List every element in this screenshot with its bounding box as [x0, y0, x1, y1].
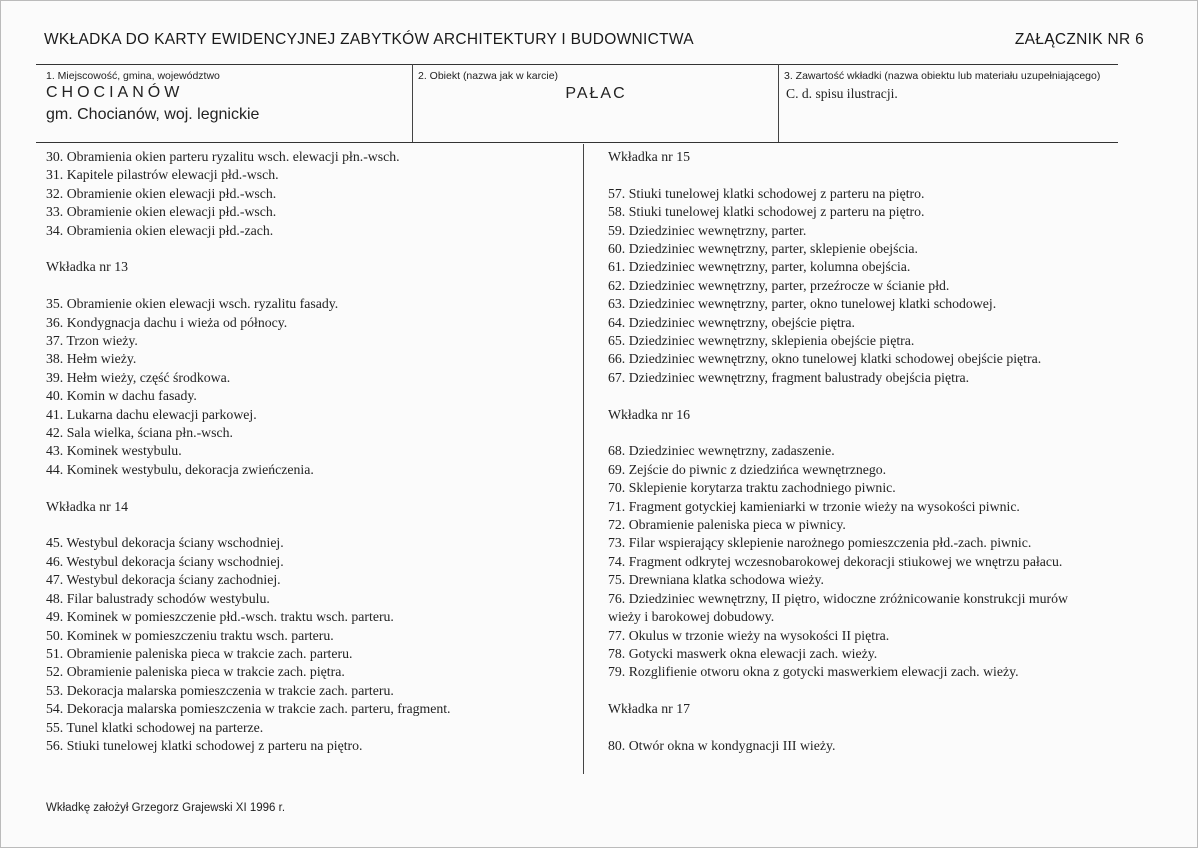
list-item: 66. Dziedziniec wewnętrzny, okno tunelowej klatki schodowej obejście piętra.	[608, 351, 1042, 367]
list-item: 49. Kominek w pomieszczenie płd.-wsch. traktu wsch. parteru.	[46, 609, 394, 625]
illustration-list-right	[608, 148, 1068, 755]
list-spacer	[608, 387, 1068, 405]
annex-number: ZAŁĄCZNIK NR 6	[1014, 31, 1144, 48]
footer-note: Wkładkę założył Grzegorz Grajewski XI 1996 r.	[46, 802, 286, 814]
location-name: CHOCIANÓW	[46, 84, 184, 101]
list-item: 62. Dziedziniec wewnętrzny, parter, przeźrocze w ścianie płd.	[608, 277, 950, 293]
list-item: 73. Filar wspierający sklepienie narożnego pomieszczenia płd.-zach. piwnic.	[608, 535, 1032, 551]
list-item: 38. Hełm wieży.	[46, 351, 137, 367]
insert-heading: Wkładka nr 17	[608, 701, 690, 717]
list-item: 30. Obramienia okien parteru ryzalitu wsch. elewacji płn.-wsch.	[46, 149, 400, 164]
list-item: 51. Obramienie paleniska pieca w trakcie zach. parteru.	[46, 645, 353, 661]
object-name: PAŁAC	[565, 85, 627, 102]
insert-heading: Wkładka nr 15	[608, 149, 690, 164]
list-item: 48. Filar balustrady schodów westybulu.	[46, 590, 270, 606]
list-item: 72. Obramienie paleniska pieca w piwnicy.	[608, 517, 846, 533]
list-item: 74. Fragment odkrytej wczesnobarokowej dekoracji stiukowej we wnętrzu pałacu.	[608, 553, 1063, 569]
list-spacer	[46, 240, 451, 258]
list-item: 52. Obramienie paleniska pieca w trakcie zach. piętra.	[46, 664, 345, 680]
field-divider-2	[778, 64, 779, 142]
list-item: 41. Lukarna dachu elewacji parkowej.	[46, 406, 257, 422]
list-item: 71. Fragment gotyckiej kamieniarki w trzonie wieży na wysokości piwnic.	[608, 498, 1020, 514]
list-spacer	[46, 516, 451, 534]
list-item: 42. Sala wielka, ściana płn.-wsch.	[46, 425, 233, 441]
list-item: 44. Kominek westybulu, dekoracja zwieńczenia.	[46, 461, 314, 477]
form-top-rule	[36, 64, 1118, 65]
list-item: 76. Dziedziniec wewnętrzny, II piętro, widoczne zróżnicowanie konstrukcji murów	[608, 590, 1068, 606]
list-item: 67. Dziedziniec wewnętrzny, fragment balustrady obejścia piętra.	[608, 369, 970, 385]
insert-heading: Wkładka nr 14	[46, 498, 128, 514]
contents-label: 3. Zawartość wkładki (nazwa obiektu lub materiału uzupełniającego)	[784, 70, 1101, 82]
document-title: WKŁADKA DO KARTY EWIDENCYJNEJ ZABYTKÓW ARCHITEKTURY I BUDOWNICTWA	[44, 31, 694, 48]
list-item: 65. Dziedziniec wewnętrzny, sklepienia obejście piętra.	[608, 333, 915, 349]
list-item: 55. Tunel klatki schodowej na parterze.	[46, 719, 264, 735]
list-item: 35. Obramienie okien elewacji wsch. ryzalitu fasady.	[46, 296, 339, 312]
list-item: 31. Kapitele pilastrów elewacji płd.-wsch.	[46, 167, 279, 183]
list-item: 53. Dekoracja malarska pomieszczenia w trakcie zach. parteru.	[46, 682, 394, 698]
location-label: 1. Miejscowość, gmina, województwo	[46, 70, 220, 82]
list-item: 46. Westybul dekoracja ściany wschodniej.	[46, 553, 284, 569]
list-item: 70. Sklepienie korytarza traktu zachodniego piwnic.	[608, 480, 896, 496]
list-item: 79. Rozglifienie otworu okna z gotycki maswerkiem elewacji zach. wieży.	[608, 664, 1019, 680]
list-item: 75. Drewniana klatka schodowa wieży.	[608, 572, 824, 588]
list-item: 33. Obramienie okien elewacji płd.-wsch.	[46, 204, 277, 220]
list-item: 59. Dziedziniec wewnętrzny, parter.	[608, 222, 807, 238]
insert-heading: Wkładka nr 16	[608, 406, 690, 422]
insert-heading: Wkładka nr 13	[46, 259, 128, 275]
list-item: 45. Westybul dekoracja ściany wschodniej.	[46, 535, 284, 551]
list-item: 63. Dziedziniec wewnętrzny, parter, okno tunelowej klatki schodowej.	[608, 296, 997, 312]
list-item: 37. Trzon wieży.	[46, 333, 138, 349]
list-item: 58. Stiuki tunelowej klatki schodowej z parteru na piętro.	[608, 204, 925, 220]
list-item: 34. Obramienia okien elewacji płd.-zach.	[46, 222, 274, 238]
list-item: 60. Dziedziniec wewnętrzny, parter, sklepienie obejścia.	[608, 241, 918, 257]
list-item: 40. Komin w dachu fasady.	[46, 388, 197, 404]
list-item: 54. Dekoracja malarska pomieszczenia w trakcie zach. parteru, fragment.	[46, 701, 451, 717]
list-item: 50. Kominek w pomieszczeniu traktu wsch. parteru.	[46, 627, 334, 643]
field-divider-1	[412, 64, 413, 142]
list-item: 39. Hełm wieży, część środkowa.	[46, 369, 231, 385]
list-item: 57. Stiuki tunelowej klatki schodowej z parteru na piętro.	[608, 185, 925, 201]
list-item: 43. Kominek westybulu.	[46, 443, 182, 459]
list-item: 64. Dziedziniec wewnętrzny, obejście piętra.	[608, 314, 855, 330]
list-item: 68. Dziedziniec wewnętrzny, zadaszenie.	[608, 443, 835, 459]
list-item: 56. Stiuki tunelowej klatki schodowej z parteru na piętro.	[46, 737, 363, 753]
location-commune: gm. Chocianów, woj. legnickie	[46, 106, 260, 123]
list-spacer	[608, 424, 1068, 442]
list-spacer	[46, 479, 451, 497]
list-item: 77. Okulus w trzonie wieży na wysokości II piętra.	[608, 627, 890, 643]
list-item: 36. Kondygnacja dachu i wieża od północy.	[46, 314, 288, 330]
list-item: 32. Obramienie okien elewacji płd.-wsch.	[46, 185, 277, 201]
list-item: 61. Dziedziniec wewnętrzny, parter, kolumna obejścia.	[608, 259, 911, 275]
list-spacer	[608, 166, 1068, 184]
list-spacer	[46, 277, 451, 295]
list-item: 69. Zejście do piwnic z dziedzińca wewnętrznego.	[608, 461, 887, 477]
illustration-list-left	[46, 148, 451, 755]
list-item: 78. Gotycki maswerk okna elewacji zach. wieży.	[608, 645, 878, 661]
contents-value: C. d. spisu ilustracji.	[786, 86, 898, 101]
list-spacer	[608, 719, 1068, 737]
list-item: wieży i barokowej dobudowy.	[608, 609, 775, 625]
column-divider	[583, 144, 584, 774]
object-label: 2. Obiekt (nazwa jak w karcie)	[418, 70, 559, 82]
form-bottom-rule	[36, 142, 1118, 143]
list-item: 47. Westybul dekoracja ściany zachodniej.	[46, 572, 281, 588]
list-item: 80. Otwór okna w kondygnacji III wieży.	[608, 737, 836, 753]
list-spacer	[608, 682, 1068, 700]
